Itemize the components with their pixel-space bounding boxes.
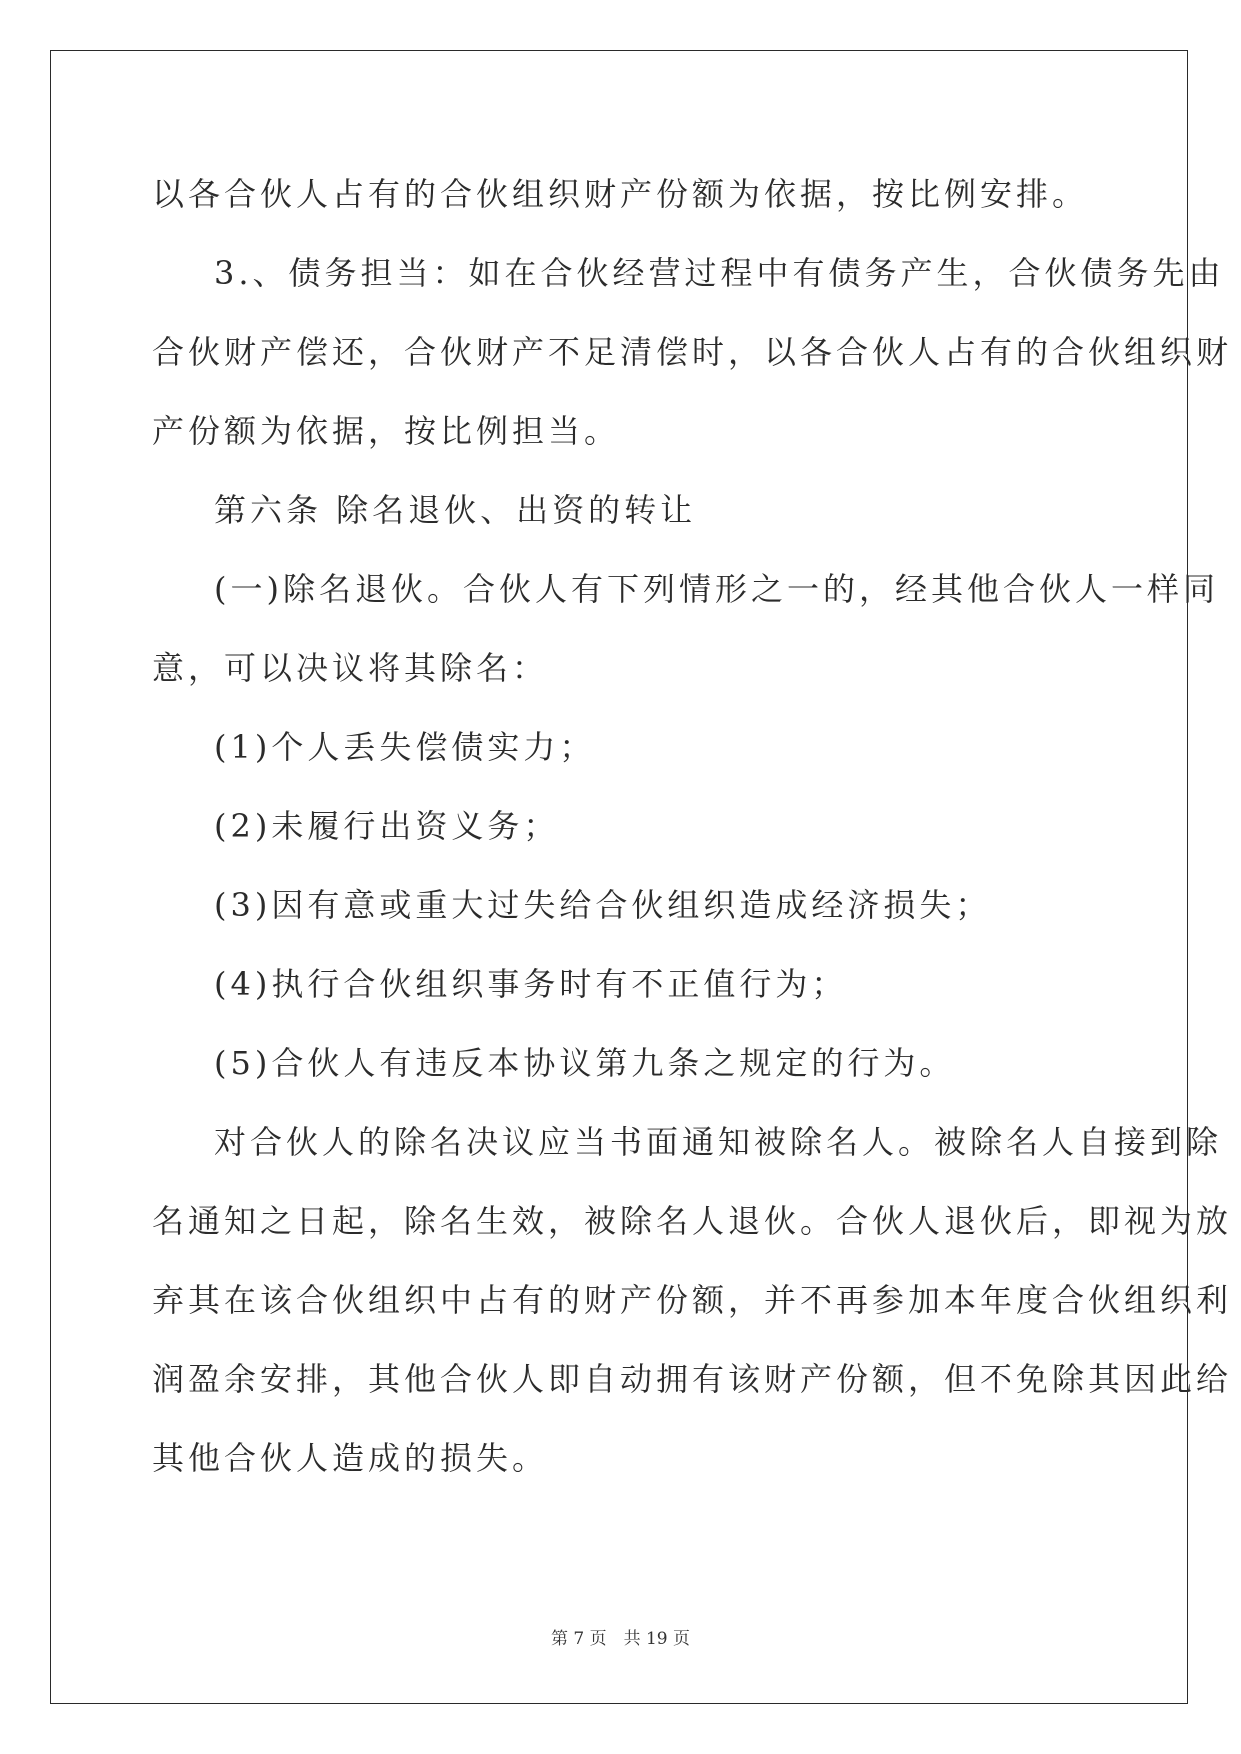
paragraph-line: 产份额为依据，按比例担当。 xyxy=(152,412,621,450)
list-item: (2)未履行出资义务； xyxy=(214,807,560,845)
list-item: (1)个人丢失偿债实力； xyxy=(214,728,596,766)
paragraph-line: 意，可以决议将其除名： xyxy=(152,649,549,687)
paragraph-line: 合伙财产偿还，合伙财产不足清偿时，以各合伙人占有的合伙组织财 xyxy=(152,333,1233,371)
paragraph-line: 弃其在该合伙组织中占有的财产份额，并不再参加本年度合伙组织利 xyxy=(152,1281,1233,1319)
paragraph-line: 3.、债务担当：如在合伙经营过程中有债务产生，合伙债务先由 xyxy=(214,254,1225,292)
paragraph-line: 润盈余安排，其他合伙人即自动拥有该财产份额，但不免除其因此给 xyxy=(152,1360,1233,1398)
list-item: (4)执行合伙组织事务时有不正值行为； xyxy=(214,965,848,1003)
paragraph-line: 名通知之日起，除名生效，被除名人退伙。合伙人退伙后，即视为放 xyxy=(152,1202,1233,1240)
paragraph-line: 其他合伙人造成的损失。 xyxy=(152,1439,549,1477)
page-number-label: 第 7 页 共 19 页 xyxy=(550,1629,691,1649)
paragraph-line: 以各合伙人占有的合伙组织财产份额为依据，按比例安排。 xyxy=(152,175,1089,213)
list-item: (5)合伙人有违反本协议第九条之规定的行为。 xyxy=(214,1044,956,1082)
paragraph-line: 对合伙人的除名决议应当书面通知被除名人。被除名人自接到除 xyxy=(214,1123,1223,1161)
page-footer xyxy=(0,1628,1241,1650)
paragraph-line: (一)除名退伙。合伙人有下列情形之一的，经其他合伙人一样同 xyxy=(214,570,1219,608)
list-item: (3)因有意或重大过失给合伙组织造成经济损失； xyxy=(214,886,992,924)
section-heading: 第六条 除名退伙、出资的转让 xyxy=(214,491,697,529)
